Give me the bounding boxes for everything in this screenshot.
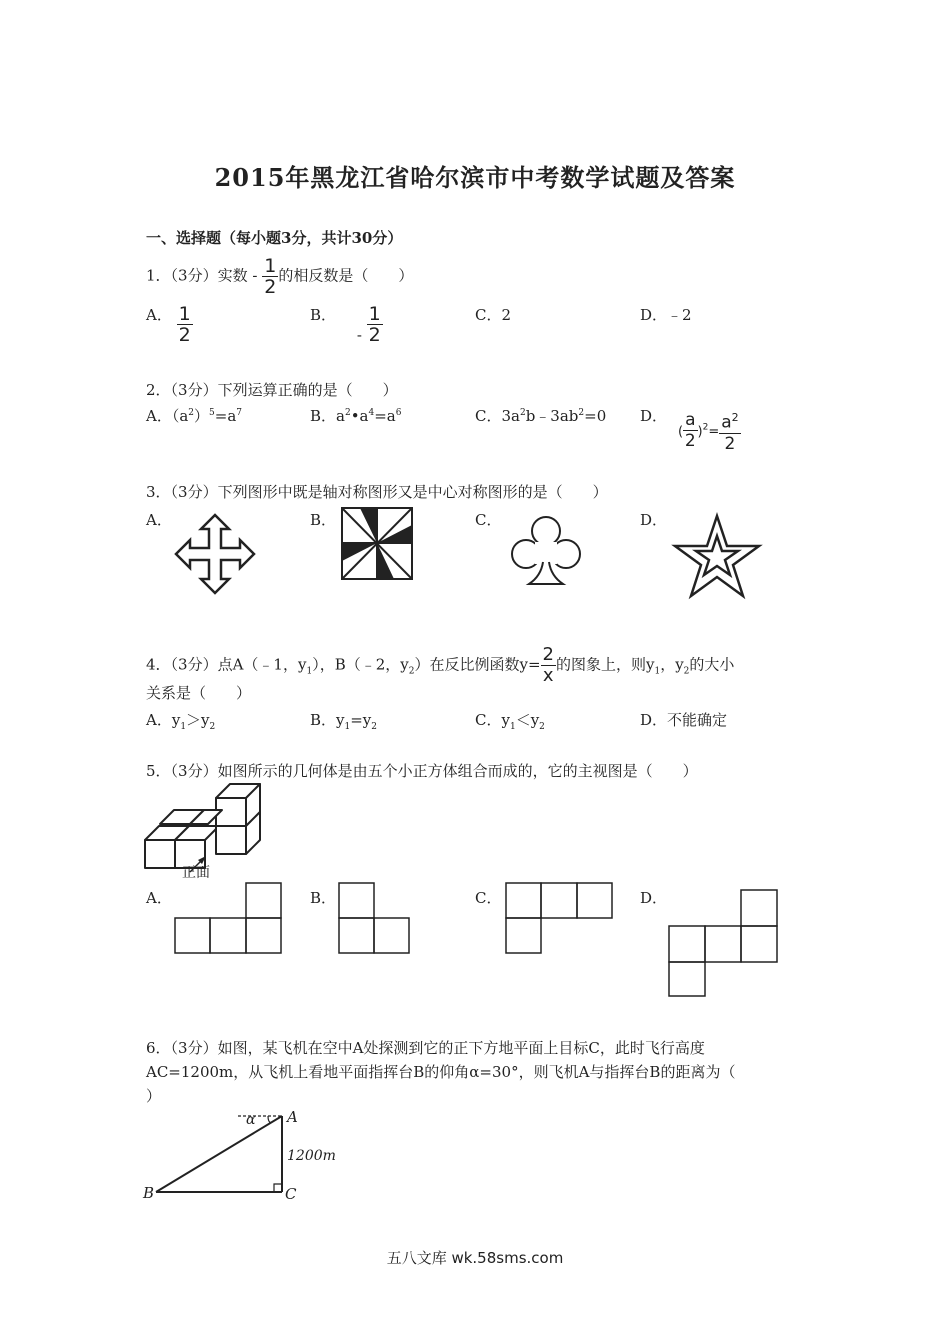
q2-b-text: B．a — [310, 407, 345, 425]
footer-watermark: 五八文库 wk.58sms.com — [386, 1249, 564, 1267]
q4-stem-part6: 的大小 — [689, 655, 735, 674]
double-star-figure — [672, 514, 762, 598]
pinwheel-figure — [340, 505, 414, 581]
q1-stem-prefix: 1．（3分）实数 — [146, 266, 248, 285]
q3-option-c-label: C． — [475, 511, 502, 529]
four-arrow-cross-figure — [173, 512, 257, 596]
q4-sub1: 1 — [306, 666, 313, 677]
q2-d-lparen: ( — [678, 424, 684, 440]
q4-c-pre: C．y — [475, 711, 510, 729]
q1-b-fraction — [367, 304, 383, 345]
q4-stem-part4: 的图象上，则y — [555, 655, 655, 674]
q4-stem-part1: 4．（3分）点A（﹣1，y — [146, 655, 307, 674]
q4-c-sub2: 2 — [539, 722, 545, 732]
q1-a-fraction — [177, 304, 193, 345]
q5-view-a — [174, 882, 284, 954]
diagram-alpha-label: α — [246, 1112, 256, 1128]
q5-option-b-label: B． — [310, 889, 337, 907]
q2-option-b — [310, 405, 401, 426]
q3-option-a-label: A． — [146, 511, 172, 529]
q1-option-d: D．﹣2 — [640, 306, 692, 324]
question-4-stem-line2: 关系是（ ） — [146, 684, 252, 702]
q5-view-d — [668, 889, 780, 999]
q4-a-op: ＞y — [186, 711, 210, 729]
q2-b-mid: •a — [350, 407, 369, 425]
q4-stem-part2: ），B（﹣2，y — [312, 655, 409, 674]
q2-d-eq: = — [708, 424, 720, 440]
question-6-line3: ） — [146, 1087, 162, 1105]
q2-d-rnum — [719, 408, 740, 434]
q4-b-pre: B．y — [310, 711, 345, 729]
q2-d-rden: 2 — [724, 433, 736, 454]
q4-c-op: ＜y — [515, 711, 540, 729]
q2-d-sup: 2 — [702, 422, 709, 433]
page-title: 2015年黑龙江省哈尔滨市中考数学试题及答案 — [214, 163, 736, 192]
club-suit-figure — [507, 514, 585, 588]
q1-b-label: B． — [310, 306, 337, 324]
q2-d-left-fraction — [683, 410, 697, 451]
q2-a-sup3: 7 — [236, 408, 243, 418]
q4-sub4: 2 — [683, 666, 690, 677]
q2-b-eq: =a — [374, 407, 396, 425]
q1-option-b — [310, 304, 383, 345]
question-1-stem — [146, 256, 413, 297]
q1-stem-suffix: 的相反数是（ ） — [278, 266, 414, 285]
question-4-stem — [146, 645, 734, 686]
q2-option-d-label: D． — [640, 407, 668, 425]
diagram-height-label: 1200m — [287, 1148, 336, 1164]
q2-a-sup2: 5 — [209, 408, 215, 418]
section-heading: 一、选择题（每小题3分，共计30分） — [146, 229, 403, 247]
q2-c-mid: b﹣3ab — [525, 407, 579, 425]
q2-a-text: A．（a — [146, 407, 189, 425]
q2-option-c — [475, 405, 606, 426]
q1-stem-fraction — [262, 256, 278, 297]
q2-d-rparen: ) — [697, 424, 703, 440]
q2-d-rnum-sup: 2 — [731, 411, 739, 424]
q1-frac-den: 2 — [264, 276, 277, 298]
q4-b-sub2: 2 — [371, 722, 378, 732]
q4-function-fraction — [541, 645, 556, 686]
q2-c-text: C．3a — [475, 407, 520, 425]
q4-a-sub1: 1 — [180, 722, 187, 732]
q4-stem-part5: ，y — [660, 655, 684, 674]
q2-option-d-expression — [678, 408, 741, 454]
q3-option-b-label: B． — [310, 511, 337, 529]
q4-a-sub2: 2 — [209, 722, 216, 732]
q1-option-a — [146, 304, 193, 345]
q4-option-b — [310, 709, 377, 732]
q5-option-d-label: D． — [640, 889, 668, 907]
q4-stem-part3: ）在反比例函数y= — [414, 655, 541, 674]
q2-option-a — [146, 405, 242, 426]
q4-frac-den: x — [542, 665, 554, 686]
question-6-line2: AC=1200m，从飞机上看地平面指挥台B的仰角α=30°，则飞机A与指挥台B的距离为（ — [146, 1063, 736, 1081]
q2-b-sup1: 2 — [344, 408, 351, 418]
q2-a-sup1: 2 — [188, 408, 195, 418]
q2-c-sup1: 2 — [519, 408, 526, 418]
q4-sub3: 1 — [654, 666, 661, 677]
q1-b-num: 1 — [368, 303, 381, 325]
question-3-stem: 3．（3分）下列图形中既是轴对称图形又是中心对称图形的是（ ） — [146, 483, 608, 501]
q4-b-op: =y — [350, 711, 372, 729]
q1-a-label: A． — [146, 306, 172, 324]
q1-a-num: 1 — [178, 303, 191, 325]
q5-view-c — [505, 882, 615, 954]
q4-b-sub1: 1 — [344, 722, 351, 732]
front-view-label: 正面 — [182, 865, 210, 881]
q2-d-right-fraction — [719, 408, 740, 454]
q2-c-sup2: 2 — [578, 408, 585, 418]
q1-a-den: 2 — [178, 324, 191, 346]
q1-b-den: 2 — [368, 324, 381, 346]
q3-option-d-label: D． — [640, 511, 668, 529]
q2-d-den: 2 — [684, 431, 696, 452]
q2-d-rnum-base: a — [721, 412, 732, 433]
q5-option-a-label: A． — [146, 889, 172, 907]
diagram-point-a-label: A — [287, 1108, 298, 1126]
q2-a-eq: =a — [214, 407, 237, 425]
q4-c-sub1: 1 — [509, 722, 516, 732]
question-6-line1: 6．（3分）如图，某飞机在空中A处探测到它的正下方地平面上目标C，此时飞行高度 — [146, 1039, 705, 1057]
q2-c-eq: =0 — [584, 407, 607, 425]
question-5-stem: 5．（3分）如图所示的几何体是由五个小正方体组合而成的，它的主视图是（ ） — [146, 762, 698, 780]
diagram-point-c-label: C — [285, 1185, 297, 1203]
q2-b-sup2: 4 — [368, 408, 375, 418]
q4-option-c — [475, 709, 545, 732]
q4-a-pre: A．y — [146, 711, 181, 729]
q1-stem-minus: - — [252, 266, 258, 285]
q4-sub2: 2 — [408, 666, 415, 677]
q1-option-c: C．2 — [475, 306, 512, 324]
q2-d-num: a — [685, 410, 696, 431]
question-2-stem: 2．（3分）下列运算正确的是（ ） — [146, 381, 398, 399]
q2-a-mid: ） — [194, 407, 210, 425]
q4-frac-num: 2 — [542, 644, 554, 665]
q5-view-b — [338, 882, 413, 954]
q4-option-a — [146, 709, 215, 732]
q1-frac-num: 1 — [264, 255, 277, 277]
q2-b-sup3: 6 — [395, 408, 402, 418]
q1-b-minus: - — [356, 326, 362, 344]
q5-option-c-label: C． — [475, 889, 502, 907]
diagram-point-b-label: B — [143, 1184, 155, 1202]
q4-option-d: D．不能确定 — [640, 711, 728, 729]
